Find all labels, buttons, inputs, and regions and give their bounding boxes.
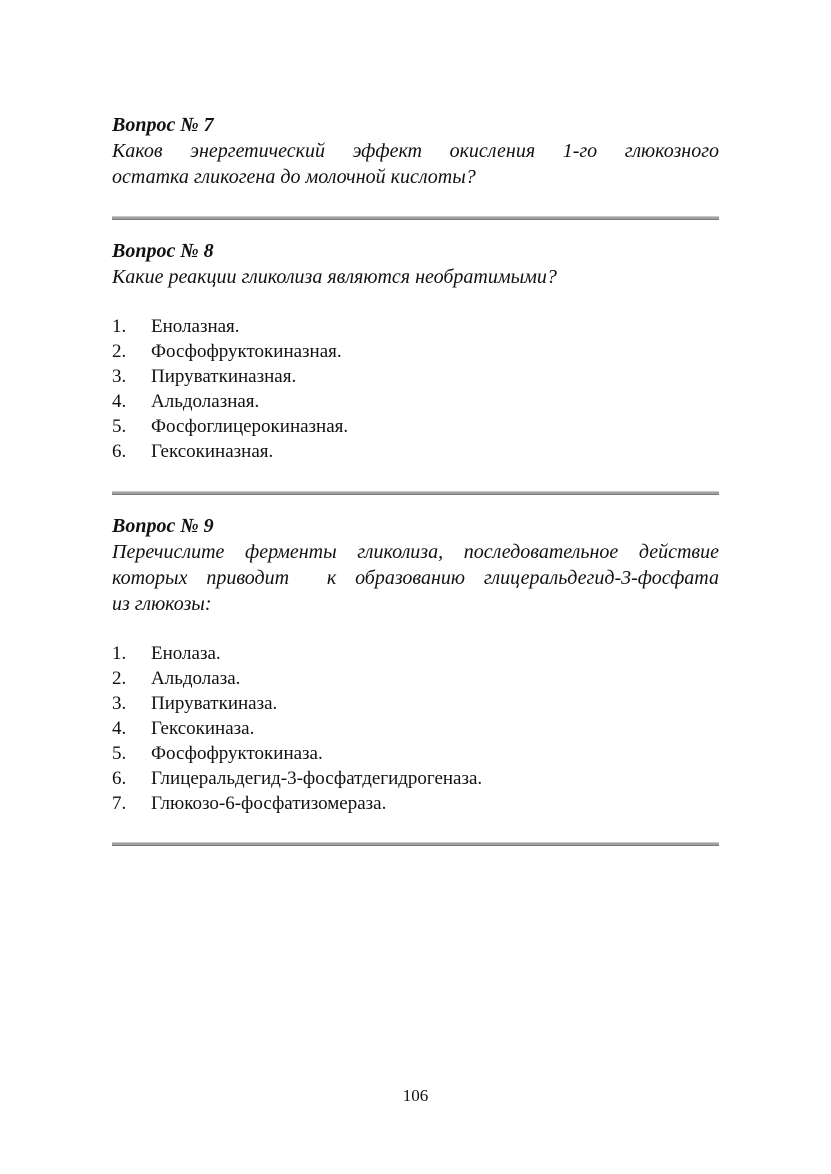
option-number: 7. bbox=[112, 793, 127, 814]
list-item bbox=[112, 389, 719, 414]
option-label: Альдолаза. bbox=[151, 668, 241, 689]
page-content bbox=[112, 112, 719, 846]
option-number: 2. bbox=[112, 341, 127, 362]
list-item bbox=[112, 666, 719, 691]
option-label: Пируваткиназная. bbox=[151, 366, 297, 387]
list-item bbox=[112, 339, 719, 364]
option-label: Гексокиназная. bbox=[151, 441, 274, 462]
option-label: Фосфоглицерокиназная. bbox=[151, 416, 349, 437]
list-item bbox=[112, 364, 719, 389]
list-item bbox=[112, 716, 719, 741]
option-number: 1. bbox=[112, 316, 127, 337]
page-number: 106 bbox=[402, 1086, 429, 1105]
question-7 bbox=[112, 112, 719, 190]
list-item bbox=[112, 439, 719, 464]
question-title: Вопрос № 9 bbox=[112, 515, 214, 537]
option-label: Глюкозо-6-фосфатизомераза. bbox=[151, 793, 387, 814]
option-number: 3. bbox=[112, 693, 127, 714]
option-number: 4. bbox=[112, 391, 127, 412]
option-label: Енолазная. bbox=[151, 316, 240, 337]
option-number: 5. bbox=[112, 416, 127, 437]
option-number: 3. bbox=[112, 366, 127, 387]
question-8 bbox=[112, 238, 719, 464]
question-9 bbox=[112, 513, 719, 816]
section-divider bbox=[112, 216, 719, 220]
option-number: 2. bbox=[112, 668, 127, 689]
option-number: 1. bbox=[112, 643, 127, 664]
list-item bbox=[112, 641, 719, 666]
option-label: Альдолазная. bbox=[151, 391, 260, 412]
question-text-line: Каков энергетический эффект окисления 1-го глюкозного bbox=[112, 140, 719, 162]
question-text-line: остатка гликогена до молочной кислоты? bbox=[112, 166, 476, 188]
question-text-line: Какие реакции гликолиза являются необратимыми? bbox=[112, 266, 557, 288]
option-number: 6. bbox=[112, 768, 127, 789]
question-text-line: из глюкозы: bbox=[112, 593, 212, 615]
question-title: Вопрос № 7 bbox=[112, 114, 214, 136]
option-label: Пируваткиназа. bbox=[151, 693, 278, 714]
list-item bbox=[112, 691, 719, 716]
option-number: 6. bbox=[112, 441, 127, 462]
section-divider bbox=[112, 842, 719, 846]
section-divider bbox=[112, 491, 719, 495]
answer-options bbox=[112, 314, 719, 464]
list-item bbox=[112, 791, 719, 816]
answer-options bbox=[112, 641, 719, 816]
list-item bbox=[112, 314, 719, 339]
option-label: Гексокиназа. bbox=[151, 718, 255, 739]
option-label: Фосфофруктокиназа. bbox=[151, 743, 323, 764]
question-title: Вопрос № 8 bbox=[112, 240, 214, 262]
option-number: 4. bbox=[112, 718, 127, 739]
question-text-line: Перечислите ферменты гликолиза, последовательное действие bbox=[112, 541, 719, 563]
option-label: Енолаза. bbox=[151, 643, 221, 664]
list-item bbox=[112, 414, 719, 439]
list-item bbox=[112, 766, 719, 791]
question-text-line: которых приводит к образованию глицеральдегид-3-фосфата bbox=[112, 567, 719, 589]
option-label: Глицеральдегид-3-фосфатдегидрогеназа. bbox=[151, 768, 483, 789]
option-label: Фосфофруктокиназная. bbox=[151, 341, 342, 362]
option-number: 5. bbox=[112, 743, 127, 764]
list-item bbox=[112, 741, 719, 766]
